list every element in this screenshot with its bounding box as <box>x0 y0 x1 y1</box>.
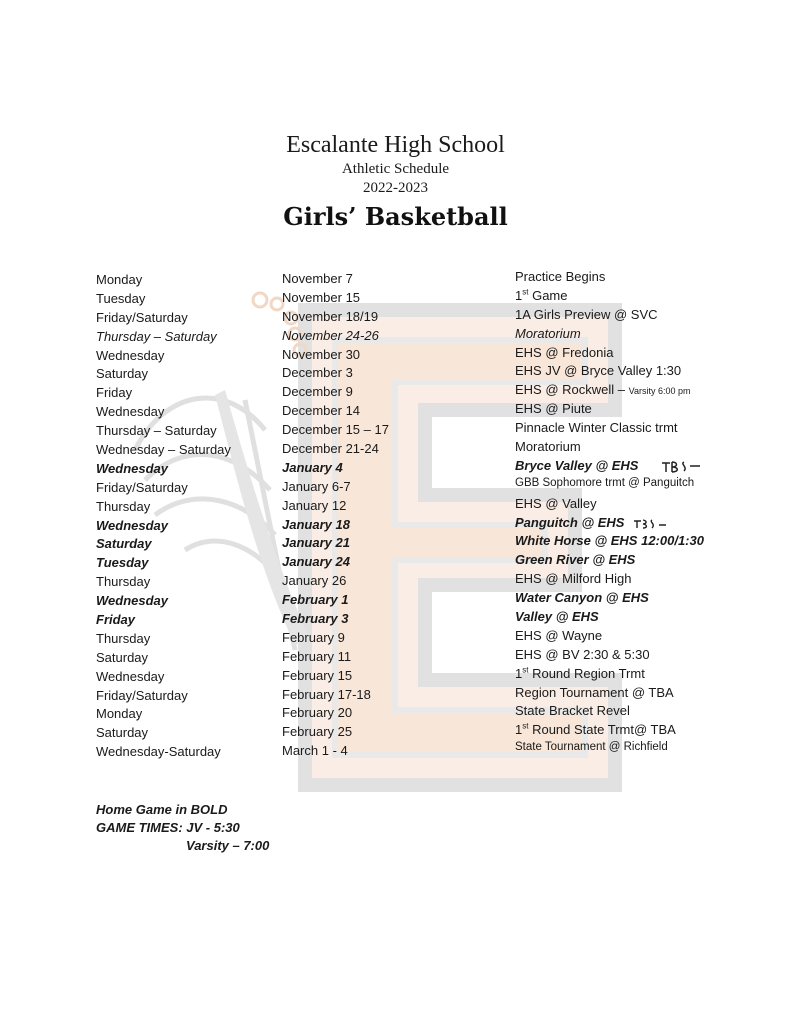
row-date: November 15 <box>282 289 361 305</box>
row-day: Wednesday-Saturday <box>96 744 221 760</box>
row-date: November 24-26 <box>282 327 379 343</box>
handwritten-mark <box>660 459 702 475</box>
row-event: White Horse @ EHS 12:00/1:30 <box>515 533 704 549</box>
row-date: December 21-24 <box>282 441 379 457</box>
sport-title: Girls’ Basketball <box>283 202 508 231</box>
schedule-row <box>0 440 791 459</box>
row-date: February 9 <box>282 629 345 645</box>
row-day: Saturday <box>96 725 149 741</box>
row-day: Monday <box>96 272 143 287</box>
row-date: January 12 <box>282 497 347 513</box>
row-event: 1st Round Region Trmt <box>515 665 645 681</box>
row-day: Saturday <box>96 536 152 552</box>
row-day: Saturday <box>96 649 149 665</box>
row-event: EHS @ Valley <box>515 495 597 511</box>
row-day: Wednesday <box>96 404 165 420</box>
document-subtitle: Athletic Schedule <box>341 161 450 177</box>
row-day: Wednesday – Saturday <box>96 442 231 458</box>
schedule-row <box>0 421 791 440</box>
row-date: February 17-18 <box>282 686 371 702</box>
row-event: State Bracket Revel <box>515 703 630 719</box>
schedule-row <box>0 723 791 742</box>
schedule-row-home <box>0 591 791 610</box>
row-date: February 20 <box>282 705 353 721</box>
schedule-row-home <box>0 534 791 553</box>
row-date: February 15 <box>282 667 353 683</box>
row-event <box>515 382 691 397</box>
row-date: February 1 <box>282 592 349 608</box>
row-event: Moratorium <box>515 325 581 341</box>
row-day: Wednesday <box>96 460 169 476</box>
schedule-row <box>0 270 791 289</box>
row-event: Moratorium <box>515 439 581 455</box>
row-date: December 15 – 17 <box>282 422 389 438</box>
varsity-time: Varsity – 7:00 <box>186 838 270 853</box>
row-event: EHS @ Fredonia <box>515 344 614 360</box>
row-date: February 3 <box>282 611 349 627</box>
row-day: Thursday <box>96 574 151 590</box>
row-event: Pinnacle Winter Classic trmt <box>515 420 678 436</box>
schedule-row <box>0 667 791 686</box>
schedule-row <box>0 402 791 421</box>
row-day: Saturday <box>96 366 149 382</box>
row-event: EHS JV @ Bryce Valley 1:30 <box>515 363 682 379</box>
schedule-row <box>0 364 791 383</box>
school-name: Escalante High School <box>286 132 505 158</box>
row-event: EHS @ Milford High <box>515 571 632 587</box>
row-date: December 3 <box>282 365 353 381</box>
schedule-row <box>0 742 791 761</box>
row-event: Bryce Valley @ EHS <box>515 457 639 473</box>
row-day: Friday <box>96 612 136 628</box>
row-day: Wednesday <box>96 517 169 533</box>
row-day: Thursday – Saturday <box>96 423 217 439</box>
row-event: EHS @ Wayne <box>515 627 603 643</box>
row-event: Panguitch @ EHS <box>515 514 625 530</box>
row-event: EHS @ BV 2:30 & 5:30 <box>515 646 650 662</box>
schedule-row <box>0 648 791 667</box>
footer-notes <box>96 801 269 855</box>
row-event: Practice Begins <box>515 269 606 284</box>
row-day: Monday <box>96 706 143 722</box>
row-event: GBB Sophomore trmt @ Panguitch <box>515 476 695 489</box>
schedule-table <box>0 270 791 761</box>
row-day: Thursday <box>96 630 151 646</box>
row-event: 1A Girls Preview @ SVC <box>515 306 658 322</box>
row-day: Friday/Saturday <box>96 309 188 325</box>
row-day: Wednesday <box>96 593 169 609</box>
row-date: February 11 <box>282 648 352 664</box>
row-event: 1st Game <box>515 287 568 303</box>
schedule-row <box>0 497 791 516</box>
row-event: Valley @ EHS <box>515 609 599 625</box>
row-event: Green River @ EHS <box>515 552 636 568</box>
row-event: Region Tournament @ TBA <box>515 684 674 700</box>
row-date: January 18 <box>282 516 350 532</box>
schedule-row <box>0 346 791 365</box>
season-year: 2022-2023 <box>363 180 428 196</box>
schedule-row <box>0 308 791 327</box>
schedule-row <box>0 686 791 705</box>
schedule-row <box>0 383 791 402</box>
row-event: 1st Round State Trmt@ TBA <box>515 722 676 738</box>
row-event-text: EHS @ Rockwell – <box>515 382 626 398</box>
row-date: November 18/19 <box>282 308 379 324</box>
schedule-row <box>0 327 791 346</box>
row-event-note: Varsity 6:00 pm <box>628 386 691 397</box>
row-day: Friday/Saturday <box>96 687 188 703</box>
schedule-row <box>0 704 791 723</box>
row-event: Water Canyon @ EHS <box>515 590 649 606</box>
row-date: March 1 - 4 <box>282 743 348 759</box>
row-date: December 14 <box>282 403 361 419</box>
schedule-row-home <box>0 459 791 478</box>
row-date: January 21 <box>282 535 350 551</box>
handwritten-mark <box>632 517 668 531</box>
row-date: January 24 <box>282 554 350 570</box>
schedule-row <box>0 629 791 648</box>
schedule-row-home <box>0 553 791 572</box>
game-times: GAME TIMES: JV - 5:30 <box>96 820 240 835</box>
row-day: Wednesday <box>96 668 165 684</box>
row-date: January 6-7 <box>282 478 351 494</box>
row-event: State Tournament @ Richfield <box>515 741 668 754</box>
schedule-row <box>0 572 791 591</box>
row-day: Friday <box>96 385 133 401</box>
document-header <box>0 130 791 233</box>
row-date: November 7 <box>282 271 353 286</box>
row-day: Friday/Saturday <box>96 479 188 495</box>
row-day: Thursday – Saturday <box>96 328 217 344</box>
schedule-row-home <box>0 610 791 629</box>
row-date: February 25 <box>282 724 353 740</box>
row-date: January 4 <box>282 459 343 475</box>
row-date: January 26 <box>282 573 347 589</box>
schedule-row <box>0 289 791 308</box>
row-date: December 9 <box>282 384 353 400</box>
row-day: Wednesday <box>96 347 165 363</box>
row-date: November 30 <box>282 346 361 362</box>
schedule-row-home <box>0 516 791 535</box>
row-day: Tuesday <box>96 290 146 306</box>
schedule-row <box>0 478 791 497</box>
row-event: EHS @ Piute <box>515 401 592 417</box>
home-game-note: Home Game in BOLD <box>96 802 228 817</box>
row-day: Tuesday <box>96 555 149 571</box>
row-day: Thursday <box>96 498 151 514</box>
